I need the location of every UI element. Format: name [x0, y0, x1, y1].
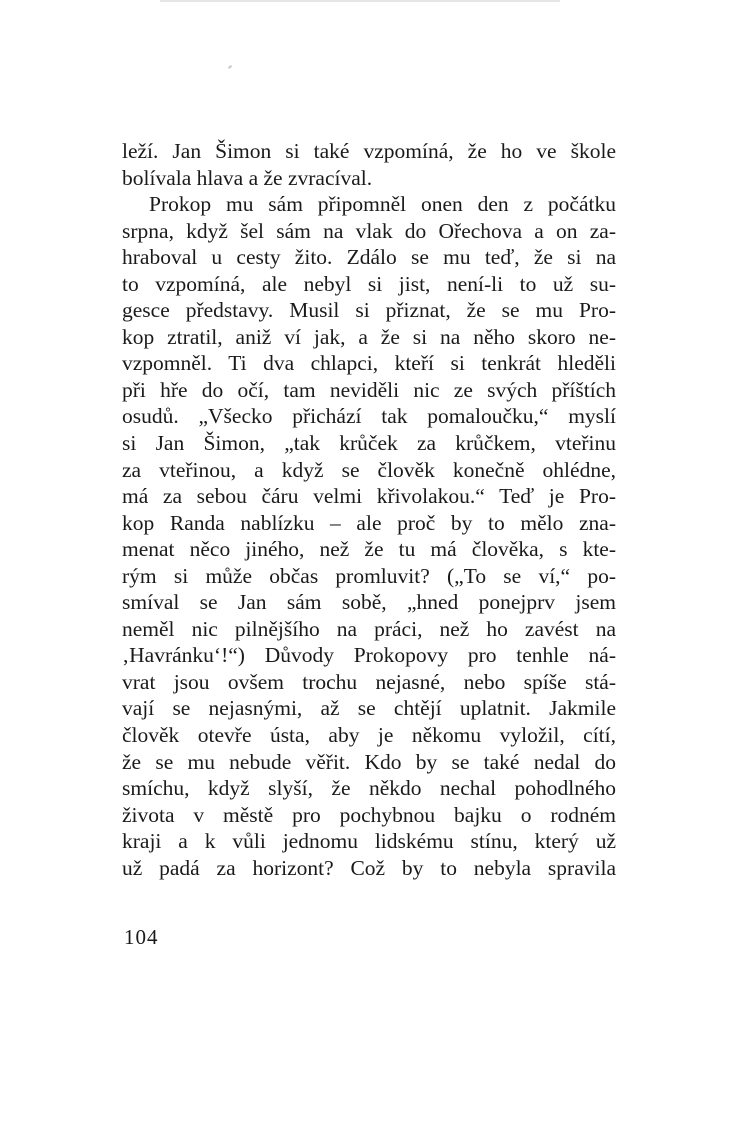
- text-line: gesce představy. Musil si přiznat, že se mu Pro-: [122, 298, 616, 323]
- text-line: bolívala hlava a že zvracíval.: [122, 165, 373, 190]
- text-line: za vteřinou, a když se člověk konečně ohlédne,: [122, 457, 616, 482]
- text-line: člověk otevře ústa, aby je někomu vyložil, cítí,: [122, 723, 616, 748]
- text-line: Prokop mu sám připomněl onen den z počátku: [149, 192, 616, 217]
- text-line: vrat jsou ovšem trochu nejasné, nebo spíše stá-: [122, 669, 616, 694]
- text-line: života v městě pro pochybnou bajku o rodném: [122, 802, 616, 827]
- paper-speck: [228, 65, 232, 69]
- text-line: kop ztratil, aniž ví jak, a že si na něho skoro ne-: [122, 324, 616, 349]
- text-line: vzpomněl. Ti dva chlapci, kteří si tenkrát hleděli: [122, 351, 616, 376]
- text-line: rým si může občas promluvit? („To se ví,“ po-: [122, 563, 616, 588]
- text-line: kop Randa nablízku – ale proč by to mělo zna-: [122, 510, 616, 535]
- text-line: že se mu nebude věřit. Kdo by se také nedal do: [122, 749, 616, 774]
- text-line: osudů. „Všecko přichází tak pomaloučku,“ myslí: [122, 404, 616, 429]
- text-line: má za sebou čáru velmi křivolakou.“ Teď je Pro-: [122, 484, 616, 509]
- text-line: hraboval u cesty žito. Zdálo se mu teď, že si na: [122, 245, 616, 270]
- text-line: si Jan Šimon, „tak krůček za krůčkem, vteřinu: [122, 431, 616, 456]
- text-line: to vzpomíná, ale nebyl si jist, není-li to už su-: [122, 271, 616, 296]
- text-line: smíchu, když slyší, že někdo nechal pohodlného: [122, 776, 616, 801]
- text-line: při hře do očí, tam neviděli nic ze svých příštích: [122, 377, 616, 402]
- text-line: kraji a k vůli jednomu lidskému stínu, který už: [122, 829, 616, 854]
- text-line: smíval se Jan sám sobě, „hned ponejprv jsem: [122, 590, 616, 615]
- text-line: už padá za horizont? Což by to nebyla spravila: [122, 855, 616, 880]
- text-line: menat něco jiného, než že tu má člověka, s kte-: [122, 537, 616, 562]
- page-number: 104: [124, 925, 159, 949]
- text-line: ‚Havránku‘!“) Důvody Prokopovy pro tenhle ná-: [122, 643, 616, 668]
- text-line: srpna, když šel sám na vlak do Ořechova a on za-: [122, 218, 616, 243]
- text-line: neměl nic pilnějšího na práci, než ho zavést na: [122, 616, 616, 641]
- text-line: vají se nejasnými, až se chtějí uplatnit. Jakmile: [122, 696, 616, 721]
- page-top-edge-shadow: [160, 0, 560, 2]
- body-text: [122, 138, 616, 881]
- text-line: leží. Jan Šimon si také vzpomíná, že ho ve škole: [122, 139, 616, 163]
